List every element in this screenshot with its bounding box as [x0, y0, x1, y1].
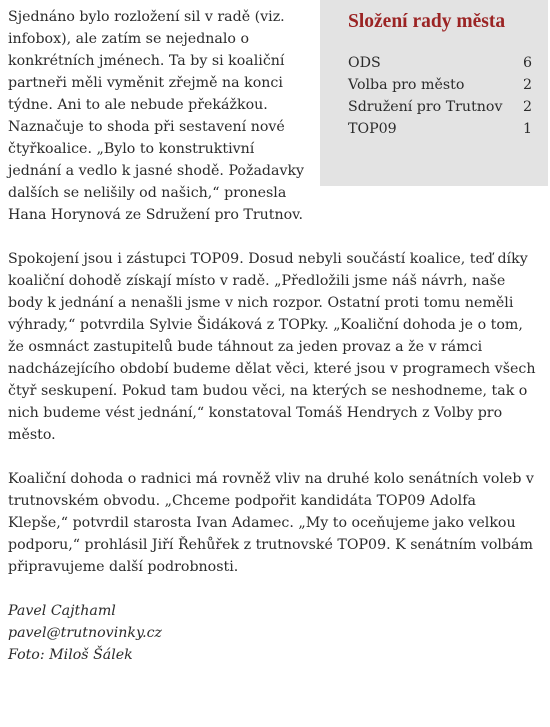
party-count: 2 — [522, 99, 532, 115]
author-name: Pavel Cajthaml — [8, 603, 116, 619]
article-paragraph-1: Sjednáno bylo rozložení sil v radě (viz. infobox), ale zatím se nejednalo o konkrétních jménech. Ta by si koaliční partneři měli vyměnit zřejmě na konci týdne. Ani to ale nebude překážkou. Naznačuje to shoda při sestavení nové čtyřkoalice. „Bylo to konstruktivní jednání a vedlo k jasné shodě. Požadavky dalších se nelišily od našich,“ pronesla Hana Horynová ze Sdružení pro Trutnov. — [8, 9, 305, 223]
party-count: 1 — [522, 121, 532, 137]
party-name: Sdružení pro Trutnov — [348, 99, 503, 115]
infobox — [320, 0, 548, 186]
photo-credit: Foto: Miloš Šálek — [8, 647, 133, 663]
signature — [8, 600, 540, 666]
party-name: Volba pro město — [348, 77, 465, 93]
party-row-ods — [348, 52, 534, 74]
party-count: 2 — [522, 77, 532, 93]
party-row-top09 — [348, 118, 534, 140]
article-paragraph-3: Koaliční dohoda o radnici má rovněž vliv na druhé kolo senátních voleb v trutnovském obvodu. „Chceme podpořit kandidáta TOP09 Adolfa Klepše,“ potvrdil starosta Ivan Adamec. „My to oceňujeme jako velkou podporu,“ prohlásil Jiří Řehůřek z trutnovské TOP09. K senátním volbám připravujeme další podrobnosti. — [8, 471, 534, 575]
party-name: TOP09 — [348, 121, 397, 137]
party-name: ODS — [348, 55, 381, 71]
article — [8, 6, 540, 666]
party-count: 6 — [522, 55, 532, 71]
article-paragraph-2: Spokojení jsou i zástupci TOP09. Dosud nebyli součástí koalice, teď díky koaliční dohodě získají místo v radě. „Předložili jsme náš návrh, naše body k jednání a nenašli jsme v nich rozpor. Ostatní proti tomu neměli výhrady,“ potvrdila Sylvie Šidáková z TOPky. „Koaliční dohoda je o tom, že osmnáct zastupitelů bude táhnout za jeden provaz a že v rámci nadcházejícího období budeme dělat věci, které jsou v programech všech čtyř seskupení. Pokud tam budou věci, na kterých se neshodneme, tak o nich budeme vést jednání,“ konstatoval Tomáš Hendrych z Volby pro město. — [8, 251, 536, 443]
author-email[interactable]: pavel@trutnovinky.cz — [8, 625, 163, 641]
party-row-volba — [348, 74, 534, 96]
infobox-title: Složení rady města — [348, 11, 506, 32]
party-row-sdruzeni — [348, 96, 534, 118]
